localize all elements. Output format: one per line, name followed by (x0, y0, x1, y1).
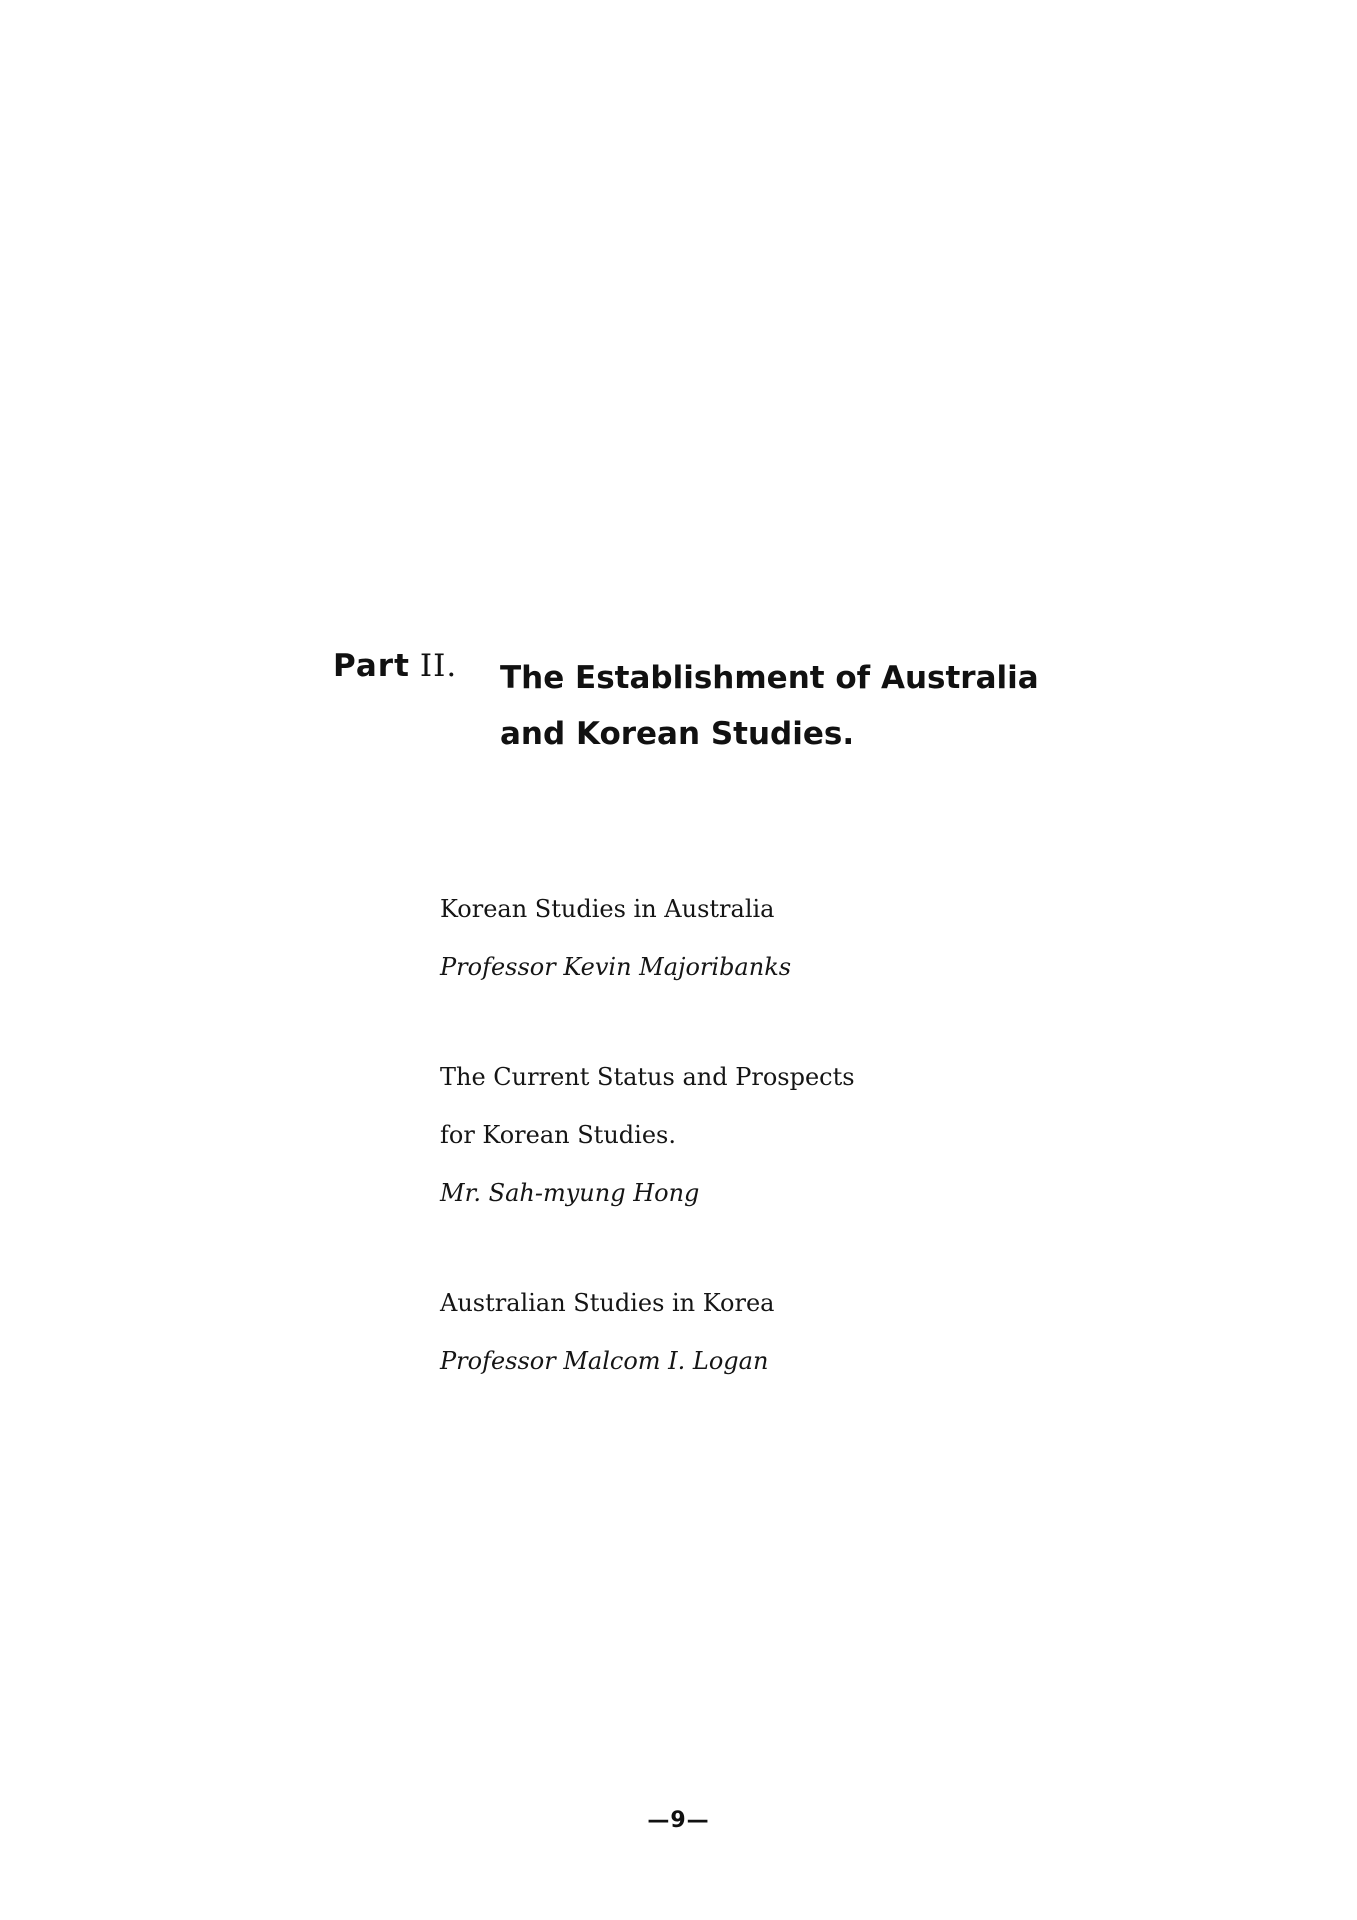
contents-entry (440, 1048, 855, 1222)
contents-entry (440, 1274, 855, 1390)
entry-title: The Current Status and Prospects (440, 1063, 855, 1091)
contents-list (440, 880, 855, 1442)
entry-title: Korean Studies in Australia (440, 895, 775, 923)
part-numeral: II. (419, 648, 458, 684)
entry-author: Mr. Sah-myung Hong (440, 1179, 700, 1207)
entry-author: Professor Malcom I. Logan (440, 1347, 769, 1375)
part-heading-label (333, 648, 457, 684)
contents-entry (440, 880, 855, 996)
page-number: —9— (647, 1808, 710, 1833)
entry-title: Australian Studies in Korea (440, 1289, 775, 1317)
part-title-line-2: and Korean Studies. (500, 716, 855, 752)
part-title-line-1: The Establishment of Australia (500, 660, 1039, 696)
entry-author: Professor Kevin Majoribanks (440, 953, 792, 981)
part-word: Part (333, 648, 410, 684)
part-title (500, 650, 1039, 762)
entry-title-continued: for Korean Studies. (440, 1121, 676, 1149)
